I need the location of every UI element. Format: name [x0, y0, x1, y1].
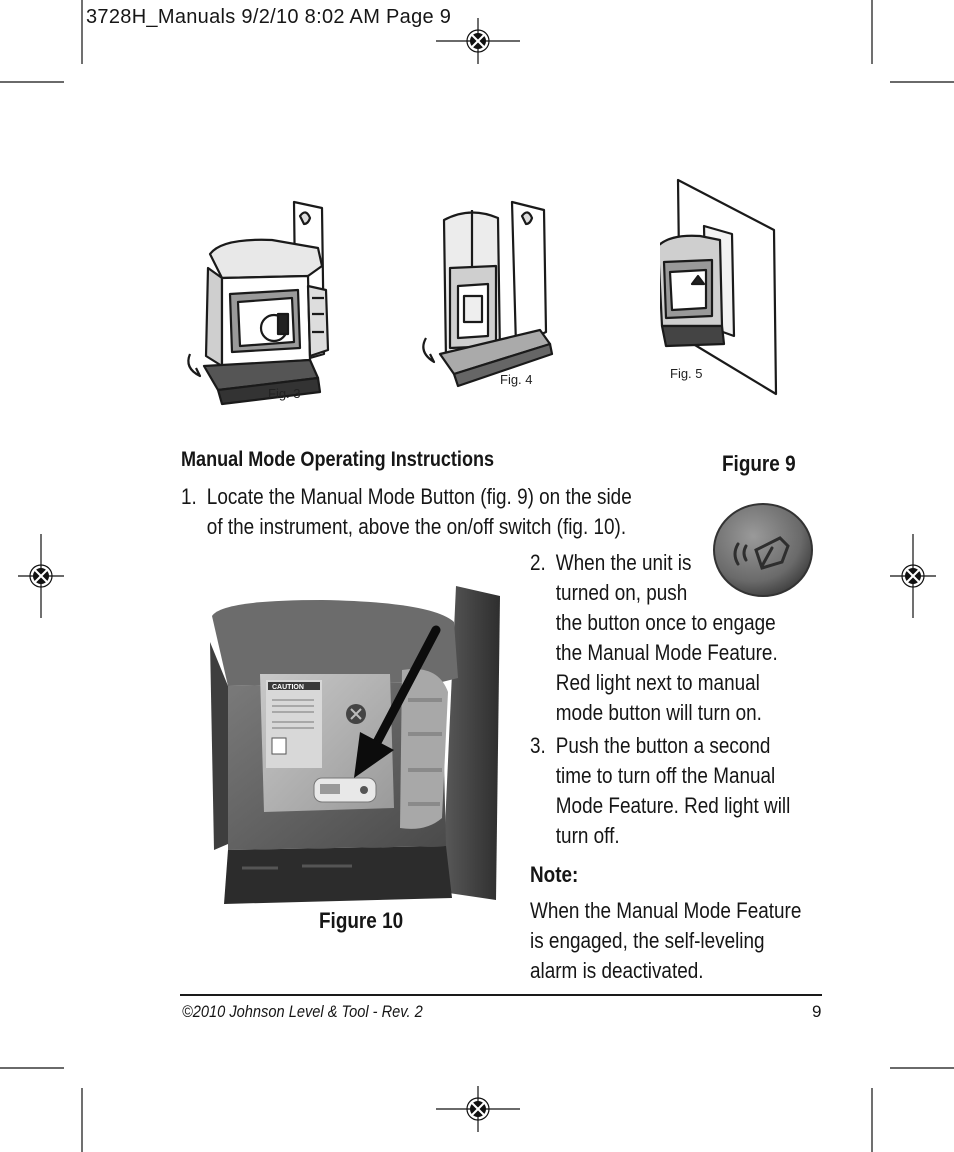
step-3-line-2: time to turn off the Manual [555, 763, 776, 788]
note-line-1: When the Manual Mode Feature [530, 898, 802, 923]
registration-mark-right [890, 534, 936, 618]
step-3-number: 3. [530, 733, 546, 758]
note-title: Note: [530, 862, 579, 887]
fig5-label: Fig. 5 [670, 366, 703, 381]
registration-mark-top [436, 18, 520, 64]
figure9-button-photo [712, 502, 814, 598]
fig4-illustration [420, 196, 560, 390]
figure9-caption: Figure 9 [722, 451, 796, 476]
step-1-number: 1. [181, 484, 197, 509]
step-2-line-3: the button once to engage [555, 610, 776, 635]
fig3-illustration [182, 194, 342, 408]
page-number: 9 [812, 1002, 822, 1021]
registration-mark-bottom [436, 1086, 520, 1132]
printer-slug: 3728H_Manuals 9/2/10 8:02 AM Page 9 [86, 6, 452, 28]
step-2-line-4: the Manual Mode Feature. [555, 640, 778, 665]
footer-copyright: ©2010 Johnson Level & Tool - Rev. 2 [182, 1002, 423, 1021]
note-line-2: is engaged, the self-leveling [530, 928, 765, 953]
step-2-number: 2. [530, 550, 546, 575]
step-2-line-1: When the unit is [555, 550, 692, 575]
fig5-illustration [660, 176, 784, 398]
caution-label: CAUTION [272, 684, 304, 691]
figure10-caption: Figure 10 [319, 908, 404, 933]
step-1-line-1: Locate the Manual Mode Button (fig. 9) on the side [206, 484, 632, 509]
figure10-device-photo [202, 582, 506, 906]
note-line-3: alarm is deactivated. [530, 958, 704, 983]
step-3-line-1: Push the button a second [555, 733, 771, 758]
fig4-label: Fig. 4 [500, 372, 533, 387]
step-2-line-6: mode button will turn on. [555, 700, 762, 725]
step-2-line-5: Red light next to manual [555, 670, 760, 695]
step-3-line-4: turn off. [555, 823, 620, 848]
footer-rule [180, 994, 822, 996]
registration-mark-left [18, 534, 64, 618]
section-heading: Manual Mode Operating Instructions [181, 448, 495, 471]
fig3-label: Fig. 3 [268, 386, 301, 401]
step-2-line-2: turned on, push [555, 580, 688, 605]
step-1-line-2: of the instrument, above the on/off switch (fig. 10). [206, 514, 627, 539]
step-3-line-3: Mode Feature. Red light will [555, 793, 791, 818]
